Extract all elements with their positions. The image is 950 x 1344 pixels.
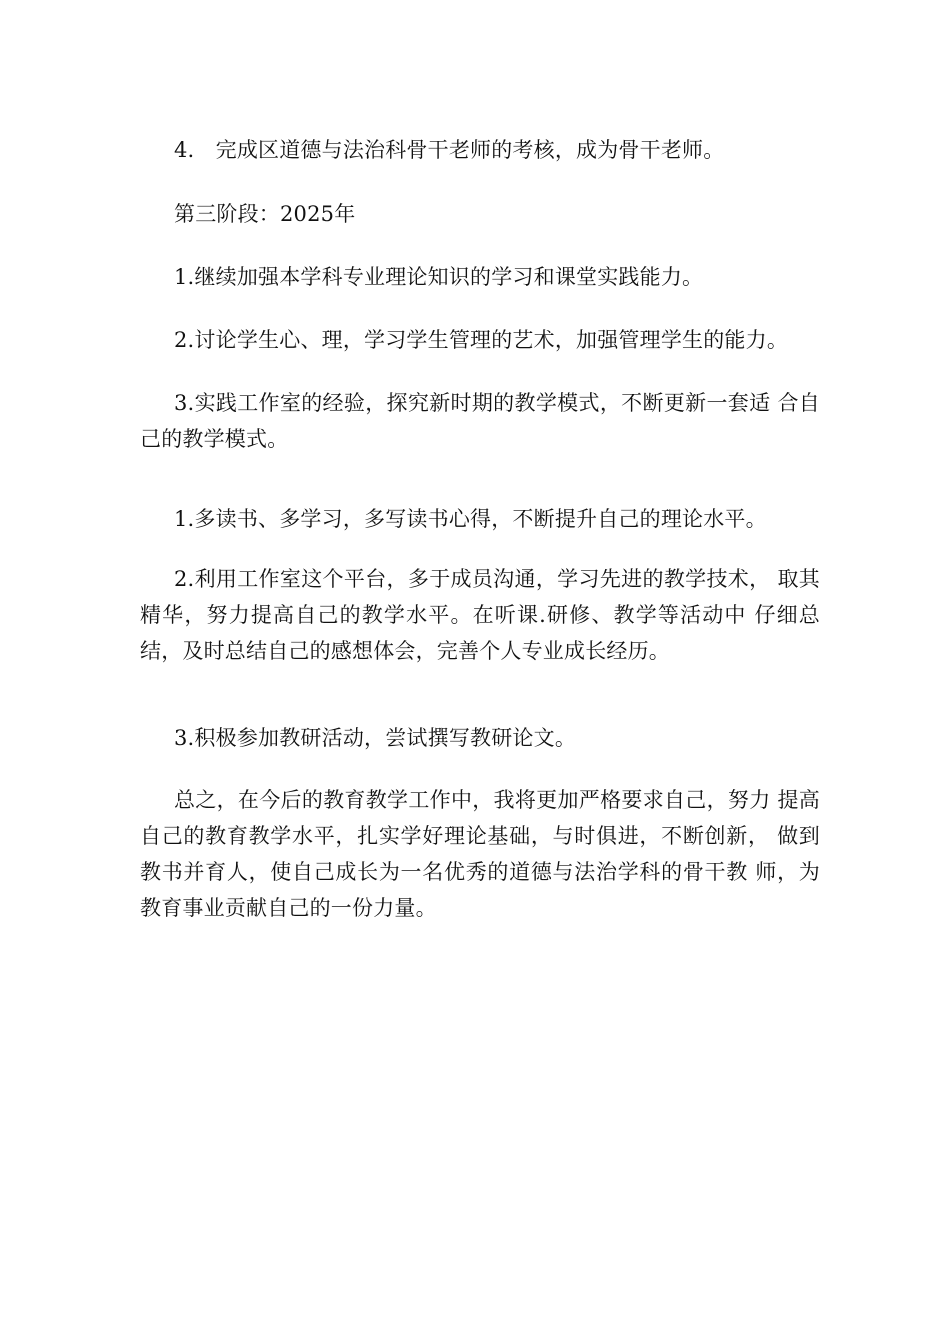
paragraph-stage3-item-3: 3.实践工作室的经验，探究新时期的教学模式，不断更新一套适 合自己的教学模式。	[140, 391, 820, 451]
paragraph-measure-1: 1.多读书、多学习，多写读书心得，不断提升自己的理论水平。	[174, 507, 767, 531]
paragraph-goal-4: 4. 完成区道德与法治科骨干老师的考核，成为骨干老师。	[174, 138, 725, 162]
stage-three-heading: 第三阶段：2025年	[174, 202, 356, 226]
paragraph-measure-3: 3.积极参加教研活动，尝试撰写教研论文。	[174, 726, 577, 750]
paragraph-stage3-item-2: 2.讨论学生心、理，学习学生管理的艺术，加强管理学生的能力。	[174, 328, 789, 352]
paragraph-stage3-item-1: 1.继续加强本学科专业理论知识的学习和课堂实践能力。	[174, 265, 704, 289]
paragraph-conclusion: 总之，在今后的教育教学工作中，我将更加严格要求自己，努力 提高自己的教育教学水平，扎实学好理论基础，与时俱进，不断创新， 做到教书并育人，使自己成长为一名优秀的道德与法治学科的骨干教 师，为教育事业贡献自己的一份力量。	[140, 788, 820, 920]
paragraph-measure-2: 2.利用工作室这个平台，多于成员沟通，学习先进的教学技术， 取其精华，努力提高自己的教学水平。在听课.研修、教学等活动中 仔细总结，及时总结自己的感想体会，完善个人专业成长经历。	[140, 567, 820, 663]
